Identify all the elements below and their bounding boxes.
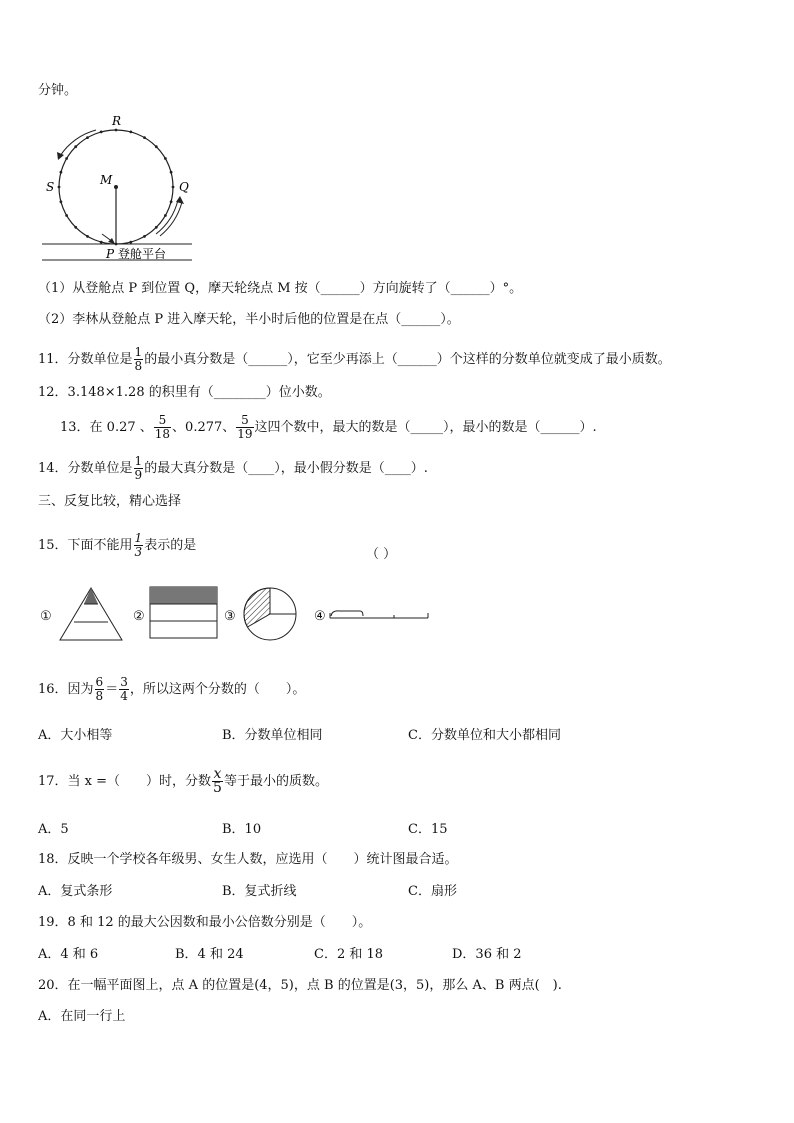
- q15-pre: 15．下面不能用: [38, 538, 133, 553]
- q13-fraction-1: [154, 414, 171, 441]
- cabin-dot: [164, 214, 167, 217]
- arrow-left-arc: [60, 130, 96, 156]
- q14-frac-den: 9: [134, 468, 143, 482]
- cabin-dot: [100, 241, 103, 244]
- q12: 12．3.148×1.28 的积里有（________）位小数。: [38, 385, 331, 400]
- cabin-dot: [60, 200, 63, 203]
- q13-post: 这四个数中，最大的数是（_____），最小的数是（______）.: [254, 420, 597, 435]
- q13-f1-den: 18: [154, 427, 171, 441]
- q10-part2: （2）李林从登舱点 P 进入摩天轮，半小时后他的位置是在点（______）。: [38, 312, 460, 327]
- cabin-dot: [60, 171, 63, 174]
- continued-text: 分钟。: [38, 83, 78, 98]
- q16-f2-num: 3: [120, 675, 128, 689]
- q17-frac-num: x: [213, 766, 222, 782]
- cabin-dot: [172, 186, 175, 189]
- label-m: M: [100, 173, 113, 187]
- cabin-dot: [86, 235, 89, 238]
- q15-post: 表示的是: [144, 538, 197, 553]
- q18-option-a[interactable]: A．复式条形: [38, 884, 113, 899]
- q13-fraction-2: [236, 414, 253, 441]
- cabin-dot: [143, 235, 146, 238]
- q19-option-a[interactable]: A．4 和 6: [38, 947, 99, 962]
- cabin-dot: [58, 186, 61, 189]
- cabin-dot: [74, 226, 77, 229]
- q17-option-b[interactable]: B．10: [222, 822, 262, 837]
- q13-f1-num: 5: [154, 414, 171, 428]
- q13-pre: 13．在 0.27 、: [60, 420, 153, 435]
- q17-option-a[interactable]: A．5: [38, 822, 69, 837]
- q16: [38, 676, 305, 703]
- q11-post: 的最小真分数是（______），它至少再添上（______）个这样的分数单位就变成了最小质数。: [144, 352, 671, 367]
- cabin-dot: [129, 131, 132, 134]
- q16-option-a[interactable]: A．大小相等: [38, 728, 113, 743]
- ferris-wheel-figure: [38, 108, 198, 268]
- section-3-heading: 三、反复比较，精心选择: [38, 494, 182, 509]
- q17-pre: 17．当 x =（ ）时，分数: [38, 774, 212, 789]
- q17-post: 等于最小的质数。: [223, 774, 328, 789]
- q20: 20．在一幅平面图上，点 A 的位置是(4，5)，点 B 的位置是(3，5)，那么 A、B 两点( ).: [38, 978, 562, 993]
- q13-f2-num: 5: [236, 414, 253, 428]
- q11: [38, 346, 671, 373]
- q16-post: ，所以这两个分数的（ ）。: [129, 682, 306, 697]
- cabin-dot: [170, 171, 173, 174]
- q18-option-b[interactable]: B．复式折线: [222, 884, 297, 899]
- q10-part1: （1）从登舱点 P 到位置 Q，摩天轮绕点 M 按（______）方向旋转了（______）°。: [38, 281, 523, 296]
- cabin-dot: [164, 157, 167, 160]
- q15-line-figure: [328, 606, 430, 626]
- q20-option-a[interactable]: A．在同一行上: [38, 1009, 126, 1024]
- q15-rectangle-figure: [149, 586, 219, 640]
- q15-label-2: ②: [133, 609, 145, 624]
- q19-option-c[interactable]: C．2 和 18: [314, 947, 384, 962]
- q13: [60, 414, 597, 441]
- q16-option-c[interactable]: C．分数单位和大小都相同: [408, 728, 561, 743]
- q15-circle-figure: [240, 586, 300, 642]
- cabin-dot: [155, 226, 158, 229]
- label-r: R: [112, 114, 122, 128]
- cabin-dot: [74, 145, 77, 148]
- q18-option-c[interactable]: C．扇形: [408, 884, 457, 899]
- q16-option-b[interactable]: B．分数单位相同: [222, 728, 323, 743]
- cabin-dot: [100, 131, 103, 134]
- q13-mid: 、0.277、: [172, 420, 236, 435]
- q11-pre: 11．分数单位是: [38, 352, 133, 367]
- q15-label-4: ④: [314, 609, 326, 624]
- q14-fraction: [134, 455, 144, 482]
- q15: [38, 532, 196, 559]
- q17-frac-den: 5: [213, 780, 222, 796]
- q16-f1-num: 6: [95, 675, 104, 689]
- q15-fraction: [134, 532, 144, 559]
- q16-pre: 16．因为: [38, 682, 94, 697]
- q11-frac-num: 1: [134, 345, 143, 359]
- cabin-dot: [86, 136, 89, 139]
- cabin-dot: [65, 157, 68, 160]
- q13-f2-den: 19: [237, 427, 253, 441]
- label-p: P: [106, 247, 115, 261]
- cabin-dot: [170, 200, 173, 203]
- q15-label-3: ③: [224, 609, 236, 624]
- q15-answer-paren: （ ）: [366, 547, 397, 562]
- q14-frac-num: 1: [134, 454, 143, 468]
- cabin-dot: [65, 214, 68, 217]
- label-s: S: [46, 180, 55, 194]
- q14-post: 的最大真分数是（____），最小假分数是（____）.: [144, 461, 428, 476]
- q17-option-c[interactable]: C．15: [408, 822, 448, 837]
- q19: 19．8 和 12 的最大公因数和最小公倍数分别是（ ）。: [38, 915, 372, 930]
- q14: [38, 455, 428, 482]
- cabin-dot: [129, 241, 132, 244]
- q16-f2-den: 4: [120, 689, 128, 703]
- q15-triangle-figure: [58, 586, 124, 642]
- q18: 18．反映一个学校各年级男、女生人数，应选用（ ）统计图最合适。: [38, 852, 458, 867]
- q17: [38, 768, 328, 795]
- cabin-dot: [155, 145, 158, 148]
- q19-option-b[interactable]: B．4 和 24: [175, 947, 244, 962]
- cabin-dot: [115, 129, 118, 132]
- q16-equals: ＝: [105, 682, 119, 697]
- label-platform: 登舱平台: [118, 247, 167, 261]
- q14-pre: 14．分数单位是: [38, 461, 133, 476]
- q17-fraction: [212, 768, 223, 795]
- q11-fraction: [134, 346, 144, 373]
- q16-fraction-1: [95, 676, 105, 703]
- q19-option-d[interactable]: D．36 和 2: [452, 947, 522, 962]
- q15-frac-den: 3: [134, 545, 143, 559]
- q15-frac-num: 1: [134, 531, 143, 545]
- arrow-left-head: [57, 152, 64, 160]
- q11-frac-den: 8: [134, 359, 143, 373]
- q15-label-1: ①: [40, 609, 52, 624]
- q16-fraction-2: [119, 676, 129, 703]
- q16-f1-den: 8: [95, 689, 104, 703]
- label-q: Q: [179, 180, 189, 194]
- cabin-dot: [143, 136, 146, 139]
